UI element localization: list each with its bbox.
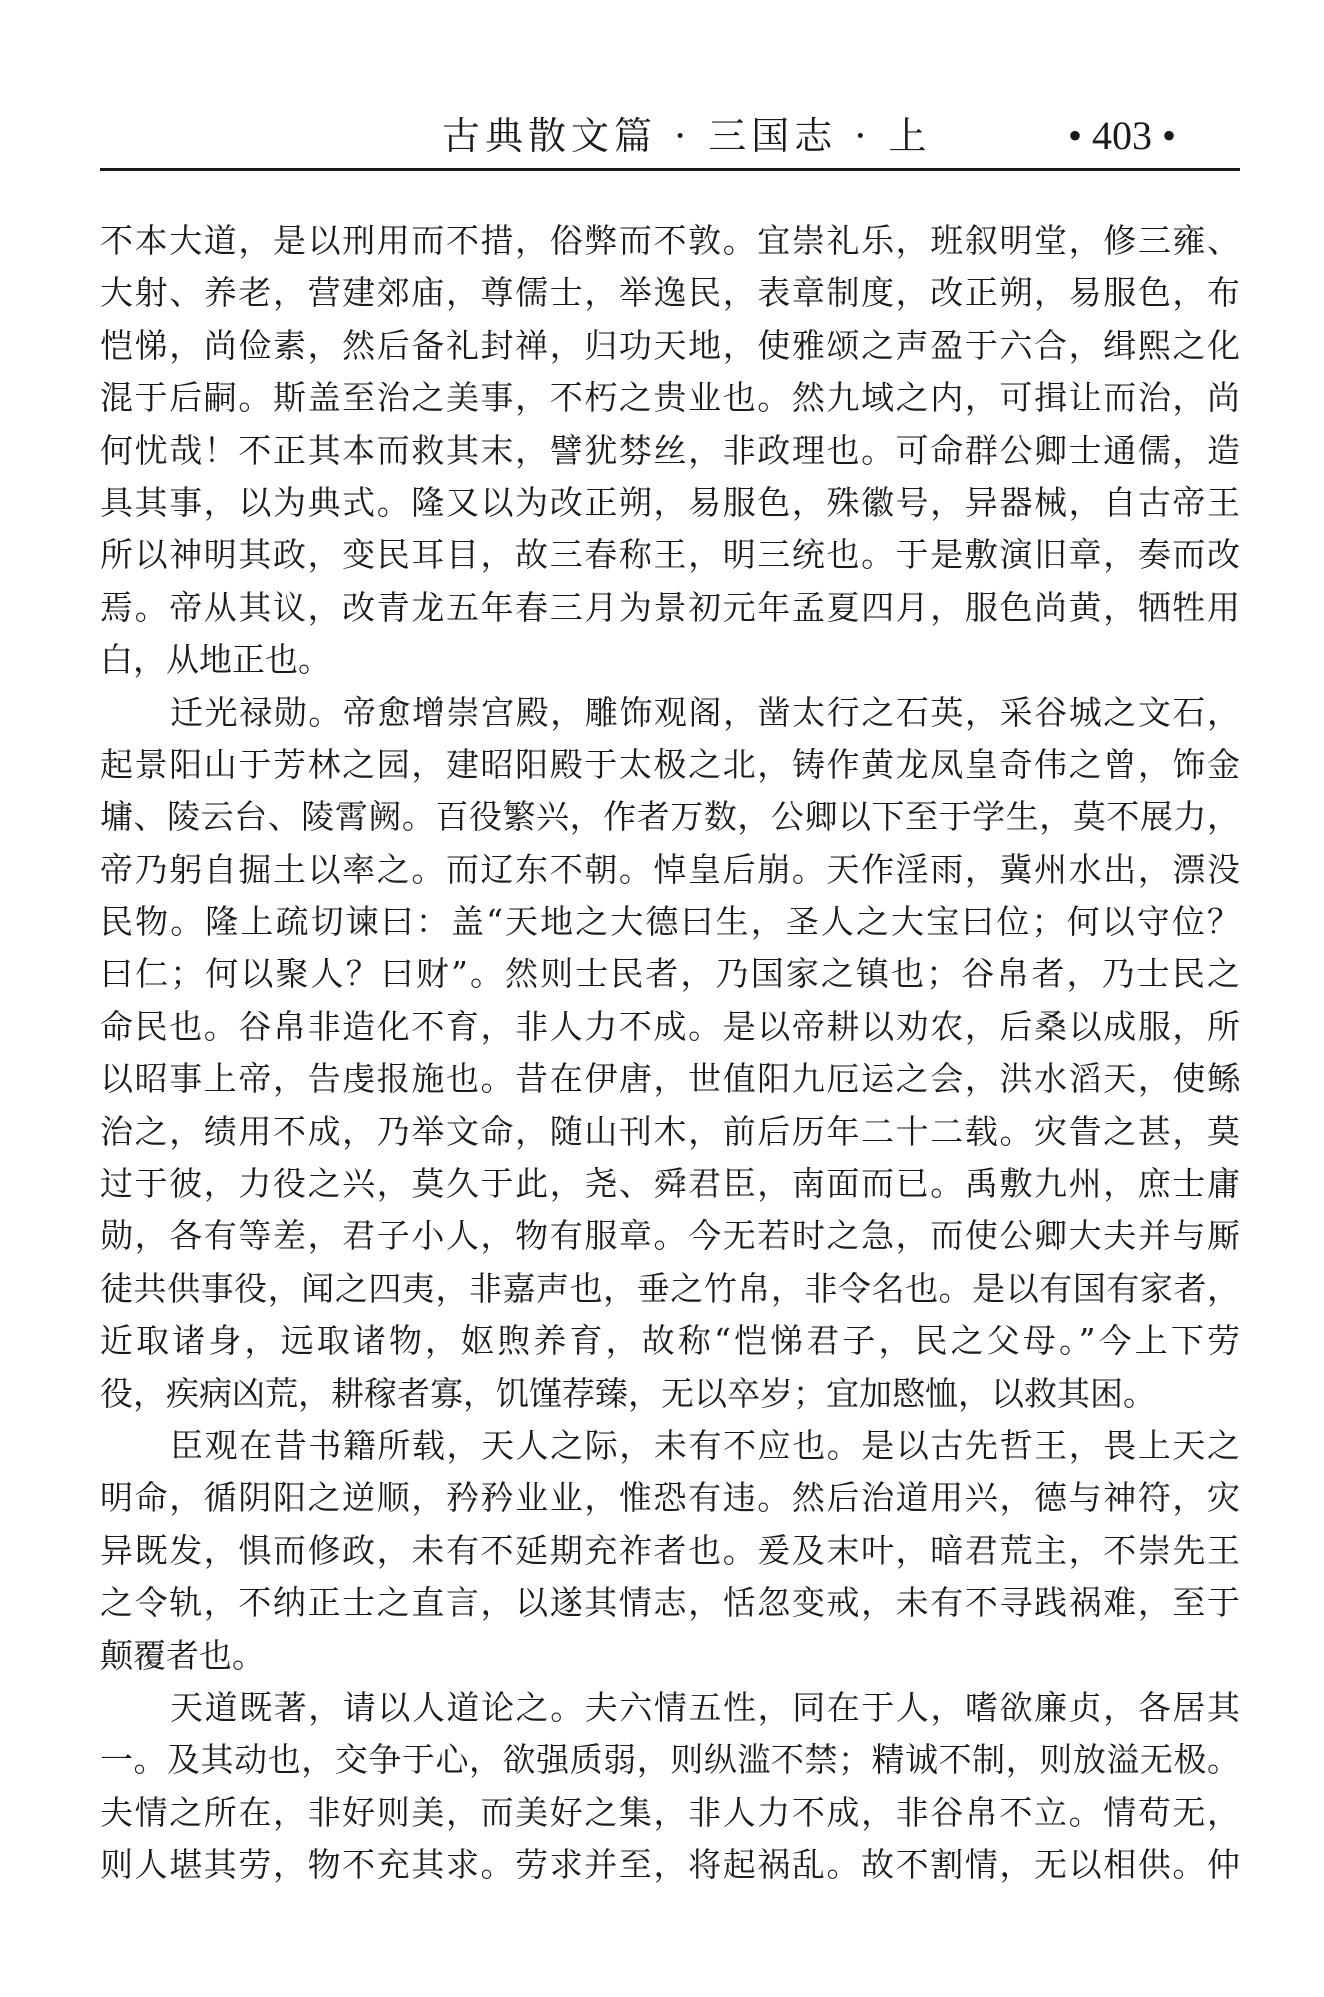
text-line: 混于后嗣。斯盖至治之美事，不朽之贵业也。然九域之内，可揖让而治，尚: [100, 378, 1240, 418]
text-line: 臣观在昔书籍所载，天人之际，未有不应也。是以古先哲王，畏上天之: [170, 1425, 1240, 1465]
text-line: 勋，各有等差，君子小人，物有服章。今无若时之急，而使公卿大夫并与厮: [100, 1216, 1240, 1256]
text-line: 以昭事上帝，告虔报施也。昔在伊唐，世值阳九厄运之会，洪水滔天，使鲧: [100, 1059, 1240, 1099]
text-line: 异既发，惧而修政，未有不延期充祚者也。爰及末叶，暗君荒主，不崇先王: [100, 1530, 1240, 1570]
running-head-title: 古典散文篇 · 三国志 · 上: [442, 114, 932, 158]
text-line: 何忧哉！不正其本而救其末，譬犹棼丝，非政理也。可命群公卿士通儒，造: [100, 430, 1240, 470]
text-line: 起景阳山于芳林之园，建昭阳殿于太极之北，铸作黄龙凤皇奇伟之曾，饰金: [100, 744, 1240, 784]
text-line: 不本大道，是以刑用而不措，俗弊而不敦。宜崇礼乐，班叙明堂，修三雍、: [100, 221, 1240, 260]
text-line: 天道既著，请以人道论之。夫六情五性，同在于人，嗜欲廉贞，各居其: [170, 1687, 1240, 1727]
text-line: 墉、陵云台、陵霄阙。百役繁兴，作者万数，公卿以下至于学生，莫不展力，: [100, 797, 1240, 837]
text-line: 恺悌，尚俭素，然后备礼封禅，归功天地，使雅颂之声盈于六合，缉熙之化: [100, 325, 1240, 365]
text-line: 徒共供事役，闻之四夷，非嘉声也，垂之竹帛，非令名也。是以有国有家者，: [100, 1268, 1240, 1308]
text-line: 白，从地正也。: [100, 640, 331, 680]
text-line: 颠覆者也。: [100, 1635, 265, 1675]
text-line: 命民也。谷帛非造化不育，非人力不成。是以帝耕以劝农，后桑以成服，所: [100, 1006, 1240, 1046]
text-line: 役，疾病凶荒，耕稼者寡，饥馑荐臻，无以卒岁；宜加愍恤，以救其困。: [100, 1373, 1156, 1413]
text-line: 则人堪其劳，物不充其求。劳求并至，将起祸乱。故不割情，无以相供。仲: [100, 1845, 1240, 1885]
text-line: 治之，绩用不成，乃举文命，随山刊木，前后历年二十二载。灾眚之甚，莫: [100, 1111, 1240, 1151]
text-line: 迁光禄勋。帝愈增崇宫殿，雕饰观阁，凿太行之石英，采谷城之文石，: [170, 692, 1240, 732]
text-line: 民物。隆上疏切谏曰：盖“天地之大德曰生，圣人之大宝曰位；何以守位？: [100, 902, 1240, 942]
text-line: 所以神明其政，变民耳目，故三春称王，明三统也。于是敷演旧章，奏而改: [100, 535, 1240, 575]
text-line: 一。及其动也，交争于心，欲强质弱，则纵滥不禁；精诚不制，则放溢无极。: [100, 1740, 1240, 1780]
text-line: 帝乃躬自掘土以率之。而辽东不朝。悼皇后崩。天作淫雨，冀州水出，漂没: [100, 849, 1240, 889]
text-line: 具其事，以为典式。隆又以为改正朔，易服色，殊徽号，异器械，自古帝王: [100, 482, 1240, 522]
text-line: 明命，循阴阳之逆顺，矜矜业业，惟恐有违。然后治道用兴，德与神符，灾: [100, 1478, 1240, 1518]
text-line: 焉。帝从其议，改青龙五年春三月为景初元年孟夏四月，服色尚黄，牺牲用: [100, 587, 1240, 627]
text-line: 过于彼，力役之兴，莫久于此，尧、舜君臣，南面而已。禹敷九州，庶士庸: [100, 1164, 1240, 1204]
text-line: 大射、养老，营建郊庙，尊儒士，举逸民，表章制度，改正朔，易服色，布: [100, 273, 1240, 313]
page-number: • 403 •: [1067, 113, 1176, 158]
text-line: 近取诸身，远取诸物，妪煦养育，故称“恺悌君子，民之父母。”今上下劳: [100, 1321, 1240, 1361]
body-text: [100, 215, 1240, 1892]
text-line: 之令轨，不纳正士之直言，以遂其情志，恬忽变戒，未有不寻践祸难，至于: [100, 1583, 1240, 1623]
text-line: 曰仁；何以聚人？曰财”。然则士民者，乃国家之镇也；谷帛者，乃士民之: [100, 954, 1240, 994]
running-head: [100, 104, 1240, 171]
text-line: 夫情之所在，非好则美，而美好之集，非人力不成，非谷帛不立。情苟无，: [100, 1792, 1240, 1832]
